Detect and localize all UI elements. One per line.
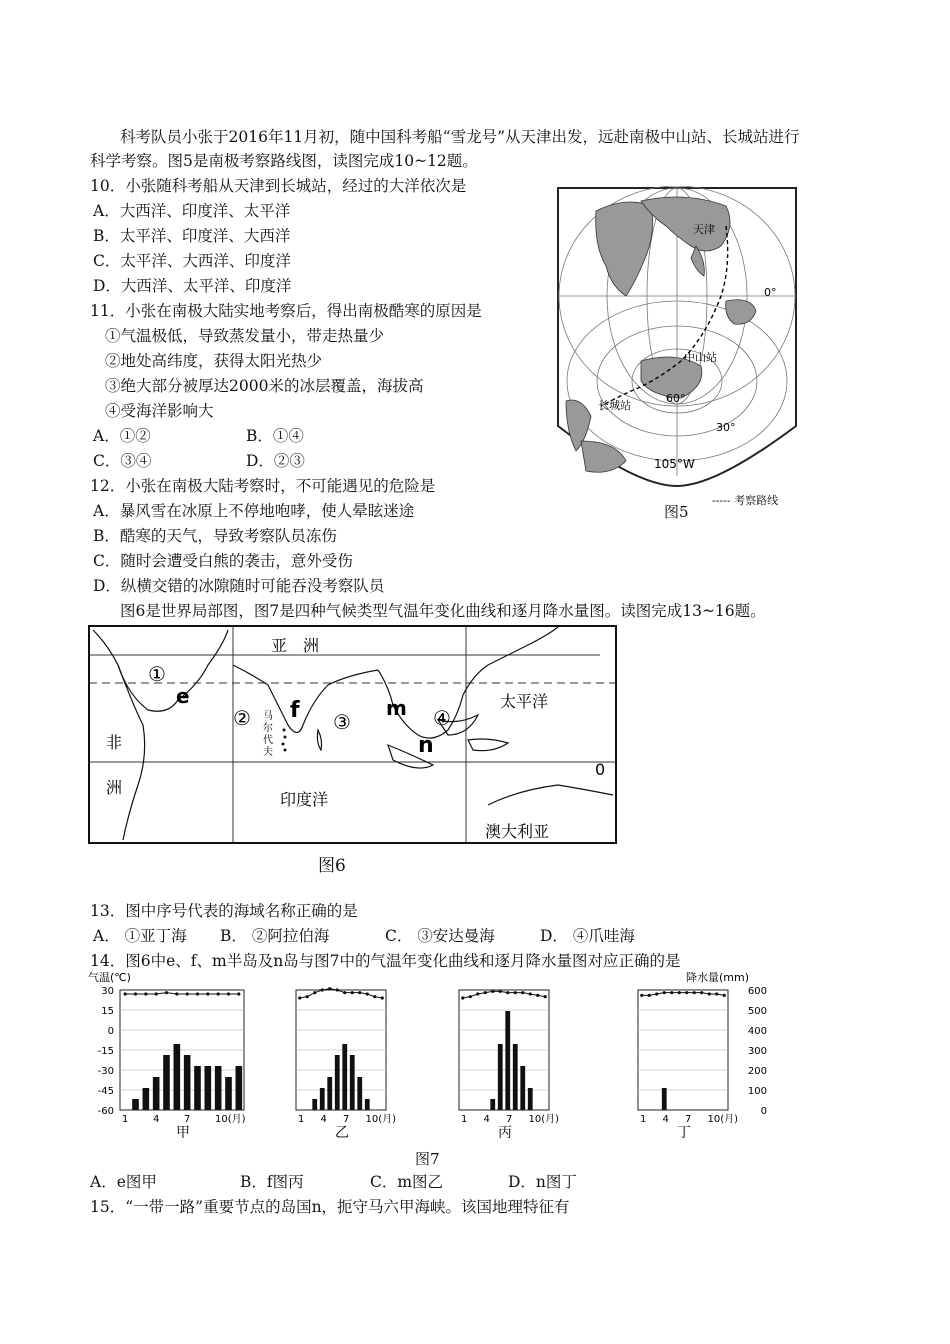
precip-axis-label: 降水量(mm)	[686, 971, 750, 984]
month-tick: 1	[640, 1114, 647, 1125]
figure-7-caption: 图7	[415, 1150, 440, 1168]
q13-option-d: D． ④爪哇海	[540, 927, 635, 945]
label-pacific: 太平洋	[500, 692, 549, 711]
precip-bar	[505, 1011, 510, 1110]
temperature-point	[506, 991, 509, 994]
month-tick: 10(月)	[707, 1114, 739, 1125]
temperature-point	[381, 996, 384, 999]
month-tick: 4	[662, 1114, 669, 1125]
q10-option-c: C．太平洋、大西洋、印度洋	[93, 252, 291, 270]
label-asia: 亚 洲	[271, 636, 320, 655]
q12-stem: 12．小张在南极大陆考察时，不可能遇见的危险是	[90, 477, 436, 495]
q10-option-d: D．大西洋、太平洋、印度洋	[93, 277, 292, 295]
month-tick: 7	[506, 1114, 513, 1125]
q12-option-c: C．随时会遭受白熊的袭击，意外受伤	[93, 552, 353, 570]
label-africa-2: 洲	[106, 778, 123, 797]
temperature-point	[663, 991, 666, 994]
chart-name-label: 丙	[498, 1125, 512, 1138]
changcheng-label: 长城站	[598, 399, 631, 412]
chart-name-label: 丁	[677, 1125, 691, 1138]
q11-statement-2: ②地处高纬度，获得太阳光热少	[105, 352, 323, 370]
temperature-point	[237, 992, 240, 995]
temperature-point	[298, 996, 301, 999]
month-tick: 1	[298, 1114, 305, 1125]
maldives-4: 夫	[263, 747, 273, 758]
q11-option-a: A．①②	[93, 427, 151, 445]
maldives-2: 尔	[263, 723, 273, 734]
q11-option-d: D．②③	[246, 452, 305, 470]
q13-stem: 13．图中序号代表的海域名称正确的是	[90, 902, 358, 920]
temperature-point	[648, 994, 651, 997]
temperature-point	[206, 992, 209, 995]
precip-bar	[225, 1077, 232, 1110]
temperature-point	[165, 991, 168, 994]
zhongshan-label: 中山站	[684, 351, 717, 364]
temperature-point	[217, 992, 220, 995]
label-africa-1: 非	[106, 733, 123, 752]
precip-bar	[163, 1055, 170, 1110]
precip-bar	[365, 1099, 370, 1110]
month-tick: 4	[483, 1114, 490, 1125]
q14-stem: 14．图6中e、f、m半岛及n岛与图7中的气温年变化曲线和逐月降水量图对应正确的是	[90, 952, 681, 970]
lat30-label: 30°	[716, 421, 736, 434]
precip-bar	[215, 1066, 222, 1110]
figure-5-caption: 图5	[664, 503, 689, 521]
precip-tick: 500	[747, 1006, 767, 1017]
q11-statement-4: ④受海洋影响大	[105, 402, 214, 420]
lat60-label: 60°	[666, 392, 686, 405]
precip-bar	[205, 1066, 212, 1110]
letter-m: m	[386, 696, 407, 720]
letter-f: f	[290, 698, 300, 723]
month-tick: 7	[685, 1114, 692, 1125]
precip-bar	[528, 1088, 533, 1110]
q12-option-a: A．暴风雪在冰原上不停地咆哮，使人晕眩迷途	[93, 502, 415, 520]
temperature-point	[227, 992, 230, 995]
temperature-point	[306, 995, 309, 998]
precip-bar	[350, 1055, 355, 1110]
temp-tick: -60	[97, 1106, 114, 1117]
temperature-point	[366, 992, 369, 995]
precip-bar	[153, 1077, 160, 1110]
precip-bar	[520, 1066, 525, 1110]
q15-stem: 15．“一带一路”重要节点的岛国n，扼守马六甲海峡。该国地理特征有	[90, 1198, 570, 1216]
precip-bar	[320, 1088, 325, 1110]
precip-bar	[184, 1055, 191, 1110]
q14-option-c: C．m图乙	[370, 1173, 444, 1191]
maldives-3: 代	[263, 735, 273, 746]
temperature-point	[124, 992, 127, 995]
precip-bar	[194, 1066, 201, 1110]
temperature-point	[640, 994, 643, 997]
lat0-label: 0°	[764, 286, 777, 299]
temperature-point	[544, 995, 547, 998]
temperature-point	[529, 992, 532, 995]
temperature-point	[708, 992, 711, 995]
marker-4: ④	[433, 706, 451, 730]
temperature-point	[693, 991, 696, 994]
precip-tick: 400	[747, 1026, 767, 1037]
figure-5-map	[556, 186, 801, 521]
temperature-point	[328, 987, 331, 990]
precip-bar	[357, 1077, 362, 1110]
label-zero: 0	[595, 760, 606, 779]
letter-e: e	[176, 684, 190, 708]
intro1-line1: 科考队员小张于2016年11月初，随中国科考船“雪龙号”从天津出发，远赴南极中山站、长城站进行	[120, 128, 800, 146]
marker-3: ③	[333, 710, 351, 734]
precip-tick: 100	[747, 1086, 767, 1097]
q14-option-b: B．f图丙	[240, 1173, 304, 1191]
temperature-point	[469, 995, 472, 998]
temperature-point	[134, 992, 137, 995]
temperature-point	[186, 992, 189, 995]
q14-option-d: D．n图丁	[508, 1173, 577, 1191]
precip-bar	[327, 1077, 332, 1110]
q10-option-b: B．太平洋、印度洋、大西洋	[93, 227, 291, 245]
temperature-point	[670, 991, 673, 994]
month-tick: 10(月)	[365, 1114, 397, 1125]
q13-option-b: B． ②阿拉伯海	[220, 927, 330, 945]
temperature-point	[313, 991, 316, 994]
temp-tick: 15	[101, 1006, 114, 1017]
temperature-point	[715, 992, 718, 995]
q11-option-b: B．①④	[246, 427, 304, 445]
temperature-point	[476, 992, 479, 995]
temperature-point	[175, 992, 178, 995]
letter-n: n	[418, 733, 434, 758]
precip-tick: 300	[747, 1046, 767, 1057]
precip-bar	[143, 1088, 150, 1110]
month-tick: 1	[122, 1114, 129, 1125]
precip-bar	[662, 1088, 667, 1110]
q10-option-a: A．大西洋、印度洋、太平洋	[93, 202, 291, 220]
temperature-point	[155, 992, 158, 995]
temperature-point	[358, 991, 361, 994]
precip-bar	[498, 1044, 503, 1110]
maldives-1: 马	[263, 711, 273, 722]
temperature-point	[499, 990, 502, 993]
precip-bar	[513, 1044, 518, 1110]
figure-5-legend: ----- 考察路线	[712, 494, 779, 507]
q14-option-a: A．e图甲	[90, 1173, 157, 1191]
temperature-point	[461, 996, 464, 999]
temperature-point	[491, 990, 494, 993]
month-tick: 10(月)	[215, 1114, 246, 1125]
q11-statement-1: ①气温极低，导致蒸发量小，带走热量少	[105, 327, 385, 345]
precip-tick: 0	[760, 1106, 767, 1117]
precip-bar	[236, 1066, 243, 1110]
temp-tick: 30	[101, 986, 114, 997]
month-tick: 1	[461, 1114, 468, 1125]
precip-bar	[132, 1099, 139, 1110]
temp-tick: 0	[107, 1026, 114, 1037]
precip-bar	[490, 1099, 495, 1110]
label-australia: 澳大利亚	[485, 822, 550, 841]
temperature-point	[351, 991, 354, 994]
marker-1: ①	[148, 662, 166, 686]
precip-bar	[335, 1055, 340, 1110]
temperature-point	[536, 994, 539, 997]
temperature-point	[321, 988, 324, 991]
temperature-point	[144, 992, 147, 995]
precip-bar	[174, 1044, 181, 1110]
intro1-line2: 科学考察。图5是南极考察路线图，读图完成10~12题。	[90, 152, 478, 170]
precip-bar	[312, 1099, 317, 1110]
q11-option-c: C．③④	[93, 452, 152, 470]
q12-option-d: D．纵横交错的冰隙随时可能吞没考察队员	[93, 577, 385, 595]
temperature-point	[343, 991, 346, 994]
label-indian-ocean: 印度洋	[280, 790, 329, 809]
tianjin-label: 天津	[693, 223, 715, 236]
temperature-point	[685, 991, 688, 994]
month-tick: 7	[184, 1114, 191, 1125]
intro2: 图6是世界局部图，图7是四种气候类型气温年变化曲线和逐月降水量图。读图完成13~16题。	[120, 602, 766, 620]
temperature-point	[723, 994, 726, 997]
q11-stem: 11．小张在南极大陆实地考察后，得出南极酷寒的原因是	[90, 302, 482, 320]
temperature-point	[655, 992, 658, 995]
precip-tick: 600	[747, 986, 767, 997]
figure-6-map	[88, 625, 618, 845]
temp-tick: -30	[97, 1066, 114, 1077]
temperature-point	[196, 992, 199, 995]
marker-2: ②	[233, 706, 251, 730]
temp-tick: -15	[97, 1046, 114, 1057]
q10-stem: 10．小张随科考船从天津到长城站，经过的大洋依次是	[90, 177, 467, 195]
lon-label: 105°W	[654, 457, 695, 471]
figure-6-caption: 图6	[318, 856, 346, 876]
month-tick: 4	[320, 1114, 327, 1125]
precip-tick: 200	[747, 1066, 767, 1077]
month-tick: 4	[153, 1114, 160, 1125]
figure-7-charts	[86, 968, 776, 1138]
temperature-point	[336, 988, 339, 991]
q12-option-b: B．酷寒的天气，导致考察队员冻伤	[93, 527, 337, 545]
chart-name-label: 甲	[176, 1125, 190, 1138]
q11-statement-3: ③绝大部分被厚达2000米的冰层覆盖，海拔高	[105, 377, 424, 395]
q13-option-c: C． ③安达曼海	[385, 927, 495, 945]
precip-bar	[342, 1044, 347, 1110]
temperature-point	[678, 991, 681, 994]
temperature-point	[373, 995, 376, 998]
month-tick: 7	[343, 1114, 350, 1125]
temp-tick: -45	[97, 1086, 114, 1097]
temperature-point	[700, 991, 703, 994]
temperature-point	[521, 991, 524, 994]
temperature-point	[484, 991, 487, 994]
month-tick: 10(月)	[528, 1114, 560, 1125]
q13-option-a: A． ①亚丁海	[93, 927, 187, 945]
temperature-point	[514, 991, 517, 994]
chart-name-label: 乙	[335, 1125, 349, 1138]
temp-axis-label: 气温(℃)	[88, 971, 131, 984]
